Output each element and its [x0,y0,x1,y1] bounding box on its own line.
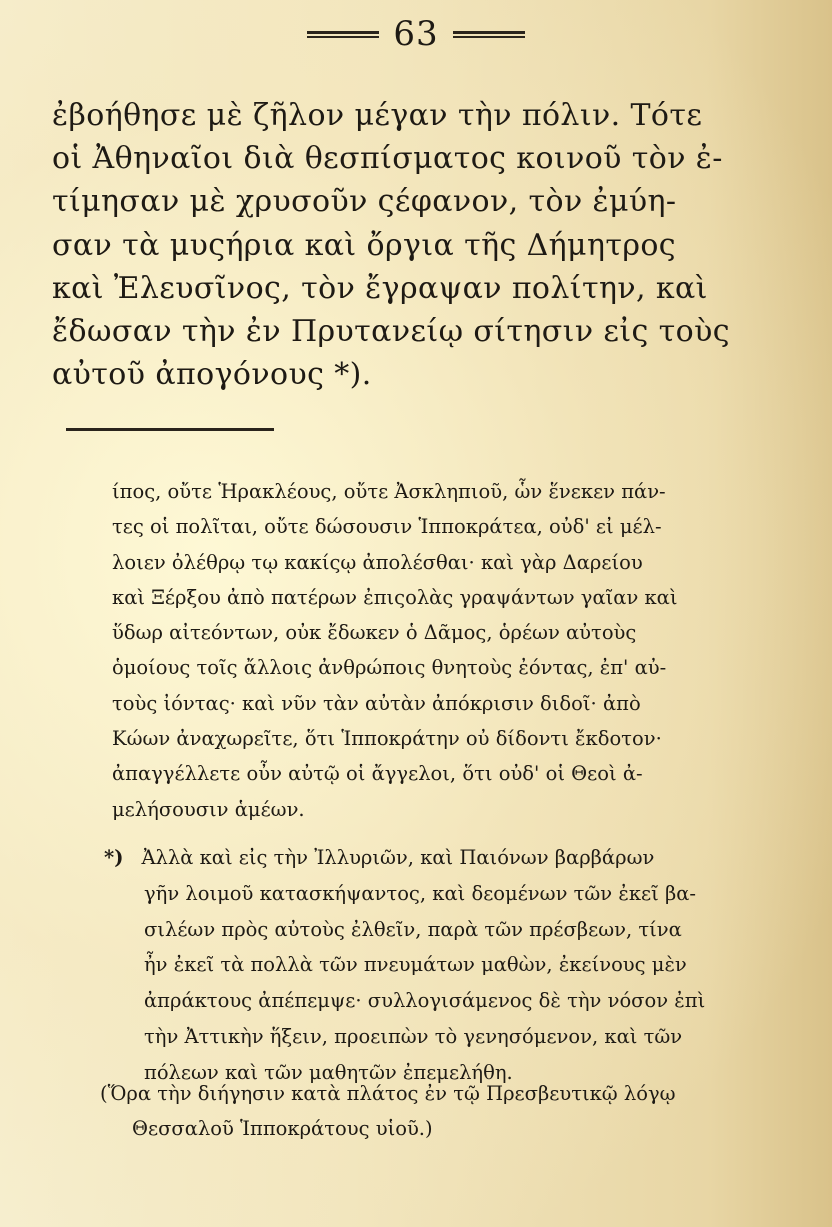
footnote-line: Ἀλλὰ καὶ εἰς τὴν Ἰλλυριῶν, καὶ Παιόνων βαρβάρων [141,846,655,869]
footnote-line: γῆν λοιμοῦ κατασκήψαντος, καὶ δεομένων τῶν ἐκεῖ βα- [144,881,696,905]
notes-line: Κώων ἀναχωρεῖτε, ὅτι Ἱπποκράτην οὐ δίδοντι ἔκδοτον· [112,727,662,751]
notes-line: τες οἱ πολῖται, οὔτε δώσουσιν Ἱπποκράτεα, οὐδ' εἰ μέλ- [112,515,662,539]
reference-note [100,1076,740,1146]
notes-line: ίπος, οὔτε Ἡρακλέους, οὔτε Ἀσκληπιοῦ, ὧν ἕνεκεν πάν- [112,480,666,503]
footnote-line: σιλέων πρὸς αὐτοὺς ἐλθεῖν, παρὰ τῶν πρέσβεων, τίνα [144,917,682,941]
header-rule-right [453,31,525,38]
notes-line: τοὺς ἰόντας· καὶ νῦν τὰν αὐτὰν ἀπόκρισιν διδοῖ· ἀπὸ [112,691,641,715]
main-text-line: καὶ Ἐλευσῖνος, τὸν ἔγραψαν πολίτην, καὶ [52,270,708,306]
reference-line: (Ὅρα τὴν διήγησιν κατὰ πλάτος ἐν τῷ Πρεσβευτικῷ λόγῳ [100,1082,676,1105]
page-number: 63 [393,14,439,54]
main-paragraph [52,94,730,396]
notes-line: μελήσουσιν ἁμέων. [112,797,305,821]
main-text-line: σαν τὰ μυςήρια καὶ ὄργια τῆς Δήμητρος [52,227,677,263]
notes-line: λοιεν ὀλέθρῳ τῳ κακίςῳ ἀπολέσθαι· καὶ γὰρ Δαρείου [112,550,643,574]
footnote-first-line [104,840,734,876]
main-text-line: ἐβοήθησε μὲ ζῆλον μέγαν τὴν πόλιν. Τότε [52,98,703,133]
notes-line: καὶ Ξέρξου ἀπὸ πατέρων ἐπιςολὰς γραψάντων γαῖαν καὶ [112,585,678,609]
reference-line: Θεσσαλοῦ Ἱπποκράτους υἱοῦ.) [132,1117,433,1140]
main-text-line: τίμησαν μὲ χρυσοῦν ςέφανον, τὸν ἐμύη- [52,184,677,220]
main-text-line: αὐτοῦ ἀπογόνους *). [52,357,372,393]
footnote-marker: *) [104,846,124,869]
notes-line: ὁμοίους τοῖς ἄλλοις ἀνθρώποις θνητοὺς ἐόντας, ἐπ' αὐ- [112,656,667,680]
footnote-line: πόλεων καὶ τῶν μαθητῶν ἐπεμελήθη. [144,1060,513,1084]
notes-line: ἀπαγγέλλετε οὖν αὐτῷ οἱ ἄγγελοι, ὅτι οὐδ' οἱ Θεοὶ ἀ- [112,762,643,786]
footnote [104,840,734,1091]
notes-line: ὕδωρ αἰτεόντων, οὐκ ἔδωκεν ὁ Δᾶμος, ὁρέων αὐτοὺς [112,621,637,645]
page-header [0,14,832,54]
header-rule-left [307,31,379,38]
main-text-line: ἔδωσαν τὴν ἐν Πρυτανείῳ σίτησιν εἰς τοὺς [52,314,730,350]
footnote-line: ἀπράκτους ἀπέπεμψε· συλλογισάμενος δὲ τὴν νόσον ἐπὶ [144,989,706,1013]
footnote-line: ἦν ἐκεῖ τὰ πολλὰ τῶν πνευμάτων μαθὼν, ἐκείνους μὲν [144,953,687,977]
footnote-line: τὴν Ἀττικὴν ἥξειν, προειπὼν τὸ γενησόμενον, καὶ τῶν [144,1024,683,1048]
footnote-divider [66,428,274,431]
main-text-line: οἱ Ἀθηναῖοι διὰ θεσπίσματος κοινοῦ τὸν ἐ- [52,141,723,177]
notes-paragraph [112,474,722,827]
